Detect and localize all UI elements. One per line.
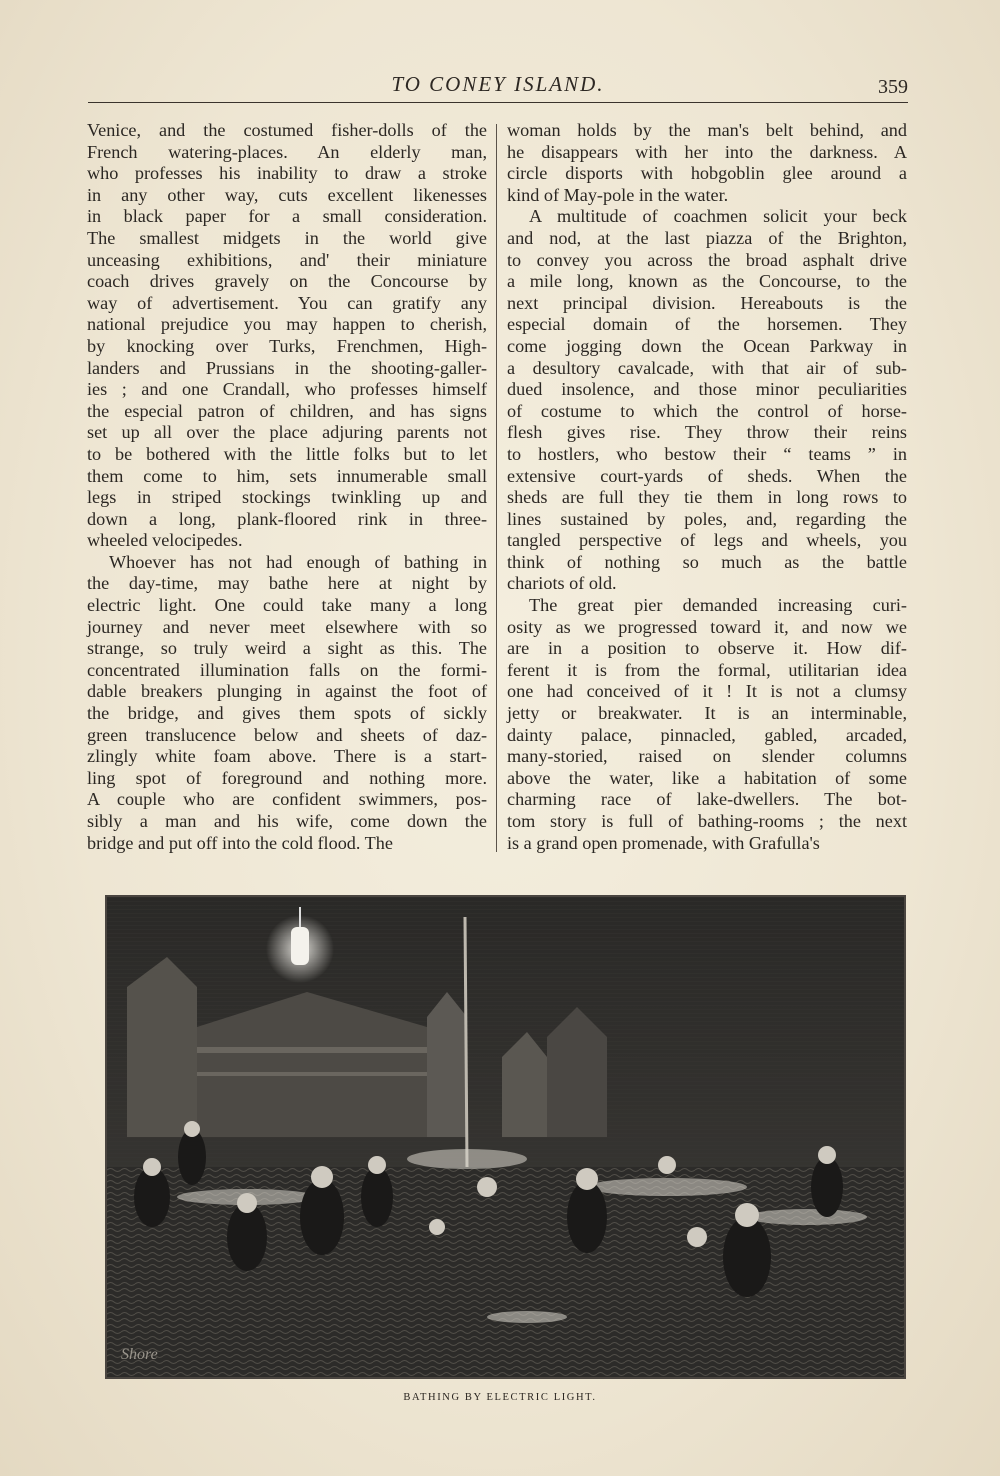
text-line: above the water, like a habitation of some [507,767,907,788]
text-line: unceasing exhibitions, and' their miniature [87,249,487,270]
engraving-illustration [105,895,906,1379]
text-line: tangled perspective of legs and wheels, you [507,530,907,551]
text-line: come jogging down the Ocean Parkway in [507,335,907,356]
text-line: are in a position to observe it. How dif- [507,638,907,659]
text-line: landers and Prussians in the shooting-galler- [87,357,487,378]
maypole [465,917,467,1167]
text-line: is a grand open promenade, with Grafulla's [507,832,820,853]
text-line: electric light. One could take many a long [87,595,487,616]
text-line: kind of May-pole in the water. [507,184,729,205]
text-line: lines sustained by poles, and, regarding the [507,508,907,529]
text-line: many-storied, raised on slender columns [507,746,907,767]
text-line: the bridge, and gives them spots of sickly [87,703,487,724]
text-line: The smallest midgets in the world give [87,227,487,248]
text-line: sibly a man and his wife, come down the [87,811,487,831]
text-line: to convey you across the broad asphalt drive [507,249,907,270]
left-text-column [87,120,487,854]
text-line: one had conceived of it ! It is not a clumsy [507,681,907,702]
text-line: by knocking over Turks, Frenchmen, High- [87,335,487,356]
text-line: think of nothing so much as the battle [507,551,907,572]
running-head [88,72,908,103]
text-line: a mile long, known as the Concourse, to the [507,271,907,292]
right-text-column [507,120,907,854]
text-line: he disappears with her into the darkness. A [507,141,907,162]
text-line: dable breakers plunging in against the foot of [87,681,487,702]
text-line: concentrated illumination falls on the formi- [87,659,487,680]
text-line: green translucence below and sheets of daz- [87,724,487,745]
text-line: way of advertisement. You can gratify any [87,292,487,313]
text-line: ies ; and one Crandall, who professes himself [87,379,487,400]
text-line: coach drives gravely on the Concourse by [87,271,487,292]
text-line: circle disports with hobgoblin glee around a [507,163,907,184]
text-line: them come to him, sets innumerable small [87,465,487,486]
text-line: the day-time, may bathe here at night by [87,573,487,594]
text-line: dued insolence, and those minor peculiarities [507,379,907,400]
text-line: especial domain of the horsemen. They [507,314,907,335]
text-line: ferent it is from the formal, utilitarian idea [507,659,907,680]
column-divider [496,124,497,852]
text-line: bridge and put off into the cold flood. The [87,832,393,853]
text-line: wheeled velocipedes. [87,530,243,551]
text-line: set up all over the place adjuring parents not [87,422,487,443]
text-line: to hostlers, who bestow their “ teams ” in [507,443,907,464]
text-line: French watering-places. An elderly man, [87,141,487,162]
text-line: The great pier demanded increasing curi- [529,595,907,616]
text-line: Venice, and the costumed fisher-dolls of the [87,120,487,140]
text-line: to be bothered with the little folks but to let [87,443,487,464]
text-line: extensive court-yards of sheds. When the [507,465,907,486]
artist-signature: Shore [121,1346,158,1363]
text-line: dainty palace, pinnacled, gabled, arcaded, [507,724,907,745]
running-head-title: TO CONEY ISLAND. [391,72,605,96]
text-line: next principal division. Hereabouts is the [507,292,907,313]
text-line: chariots of old. [507,573,617,594]
text-line: flesh gives rise. They throw their reins [507,422,907,443]
text-line: legs in striped stockings twinkling up and [87,487,487,508]
text-line: journey and never meet elsewhere with so [87,616,487,637]
text-line: in black paper for a small consideration. [87,206,487,227]
text-line: strange, so truly weird a sight as this. The [87,638,487,659]
text-line: down a long, plank-floored rink in three- [87,508,487,529]
text-line: ling spot of foreground and nothing more. [87,767,487,788]
text-line: a desultory cavalcade, with that air of sub- [507,357,907,378]
text-line: A multitude of coachmen solicit your beck [529,206,907,227]
text-line: who professes his inability to draw a stroke [87,163,487,184]
text-line: charming race of lake-dwellers. The bot- [507,789,907,810]
text-line: woman holds by the man's belt behind, and [507,120,907,140]
text-line: sheds are full they tie them in long rows to [507,487,907,508]
text-line: osity as we progressed toward it, and now we [507,616,907,637]
text-line: of costume to which the control of horse- [507,400,907,421]
text-line: and nod, at the last piazza of the Brighton, [507,227,907,248]
text-line: A couple who are confident swimmers, pos- [87,789,487,810]
text-line: national prejudice you may happen to cherish, [87,314,487,335]
text-line: zlingly white foam above. There is a start- [87,746,487,767]
text-line: the especial patron of children, and has signs [87,400,487,421]
text-line: jetty or breakwater. It is an interminable, [507,703,907,724]
figure-caption: BATHING BY ELECTRIC LIGHT. [403,1392,597,1403]
page-number: 359 [878,76,908,98]
engraving-artwork [107,897,904,1377]
text-line: Whoever has not had enough of bathing in [109,551,487,572]
text-line: tom story is full of bathing-rooms ; the next [507,811,907,831]
text-line: in any other way, cuts excellent likenesses [87,184,487,205]
